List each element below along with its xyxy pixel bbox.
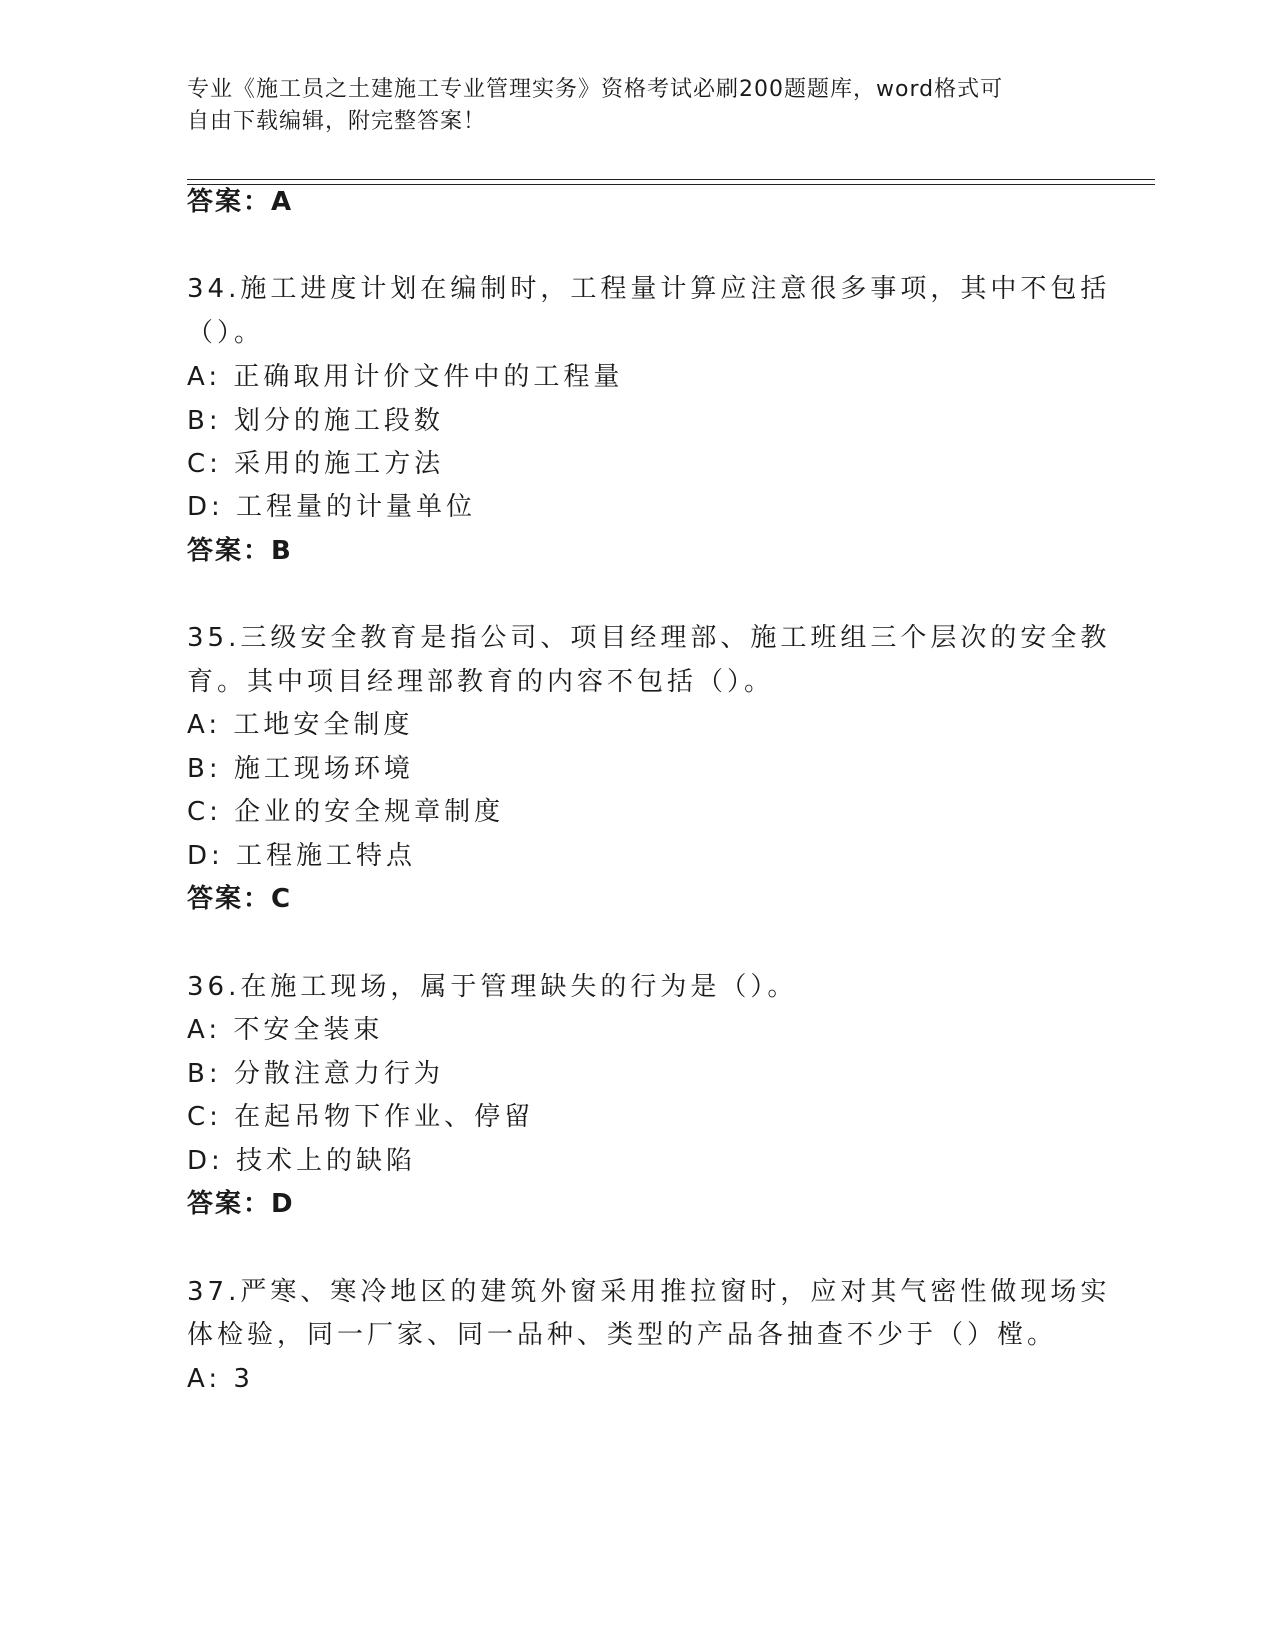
- q36-stem-line-1: 36.在施工现场，属于管理缺失的行为是（）。: [187, 972, 798, 1002]
- q34-answer: 答案：B: [187, 536, 293, 566]
- q37-stem-line-2: 体检验，同一厂家、同一品种、类型的产品各抽查不少于（）樘。: [187, 1320, 1058, 1350]
- q34-option-b: B: 划分的施工段数: [187, 406, 444, 436]
- header-divider-top: [187, 179, 1155, 180]
- header-divider-bottom: [187, 184, 1155, 185]
- q36-option-d: D: 技术上的缺陷: [187, 1146, 417, 1176]
- q36-option-a: A: 不安全装束: [187, 1015, 384, 1045]
- q35-option-a: A: 工地安全制度: [187, 710, 414, 740]
- q35-answer: 答案：C: [187, 884, 293, 914]
- q37-option-a: A: 3: [187, 1364, 254, 1394]
- q37-stem-line-1: 37.严寒、寒冷地区的建筑外窗采用推拉窗时，应对其气密性做现场实: [187, 1277, 1111, 1307]
- answer-prev: 答案：A: [187, 187, 294, 217]
- header-line-1: 专业《施工员之土建施工专业管理实务》资格考试必刷200题题库，word格式可: [187, 77, 1004, 102]
- q35-option-d: D: 工程施工特点: [187, 841, 417, 871]
- q34-option-c: C: 采用的施工方法: [187, 449, 445, 479]
- q35-option-c: C: 企业的安全规章制度: [187, 797, 505, 827]
- q35-stem-line-2: 育。其中项目经理部教育的内容不包括（）。: [187, 667, 775, 697]
- q34-stem-line-1: 34.施工进度计划在编制时，工程量计算应注意很多事项，其中不包括: [187, 274, 1111, 304]
- q36-answer: 答案：D: [187, 1189, 295, 1219]
- q35-stem-line-1: 35.三级安全教育是指公司、项目经理部、施工班组三个层次的安全教: [187, 623, 1111, 653]
- q34-option-a: A: 正确取用计价文件中的工程量: [187, 362, 624, 392]
- q36-option-b: B: 分散注意力行为: [187, 1059, 444, 1089]
- document-header: [187, 74, 1087, 138]
- header-line-2: 自由下载编辑，附完整答案！: [187, 109, 487, 134]
- q34-stem-line-2: （）。: [187, 318, 265, 348]
- q35-option-b: B: 施工现场环境: [187, 754, 414, 784]
- q36-option-c: C: 在起吊物下作业、停留: [187, 1102, 535, 1132]
- q34-option-d: D: 工程量的计量单位: [187, 492, 477, 522]
